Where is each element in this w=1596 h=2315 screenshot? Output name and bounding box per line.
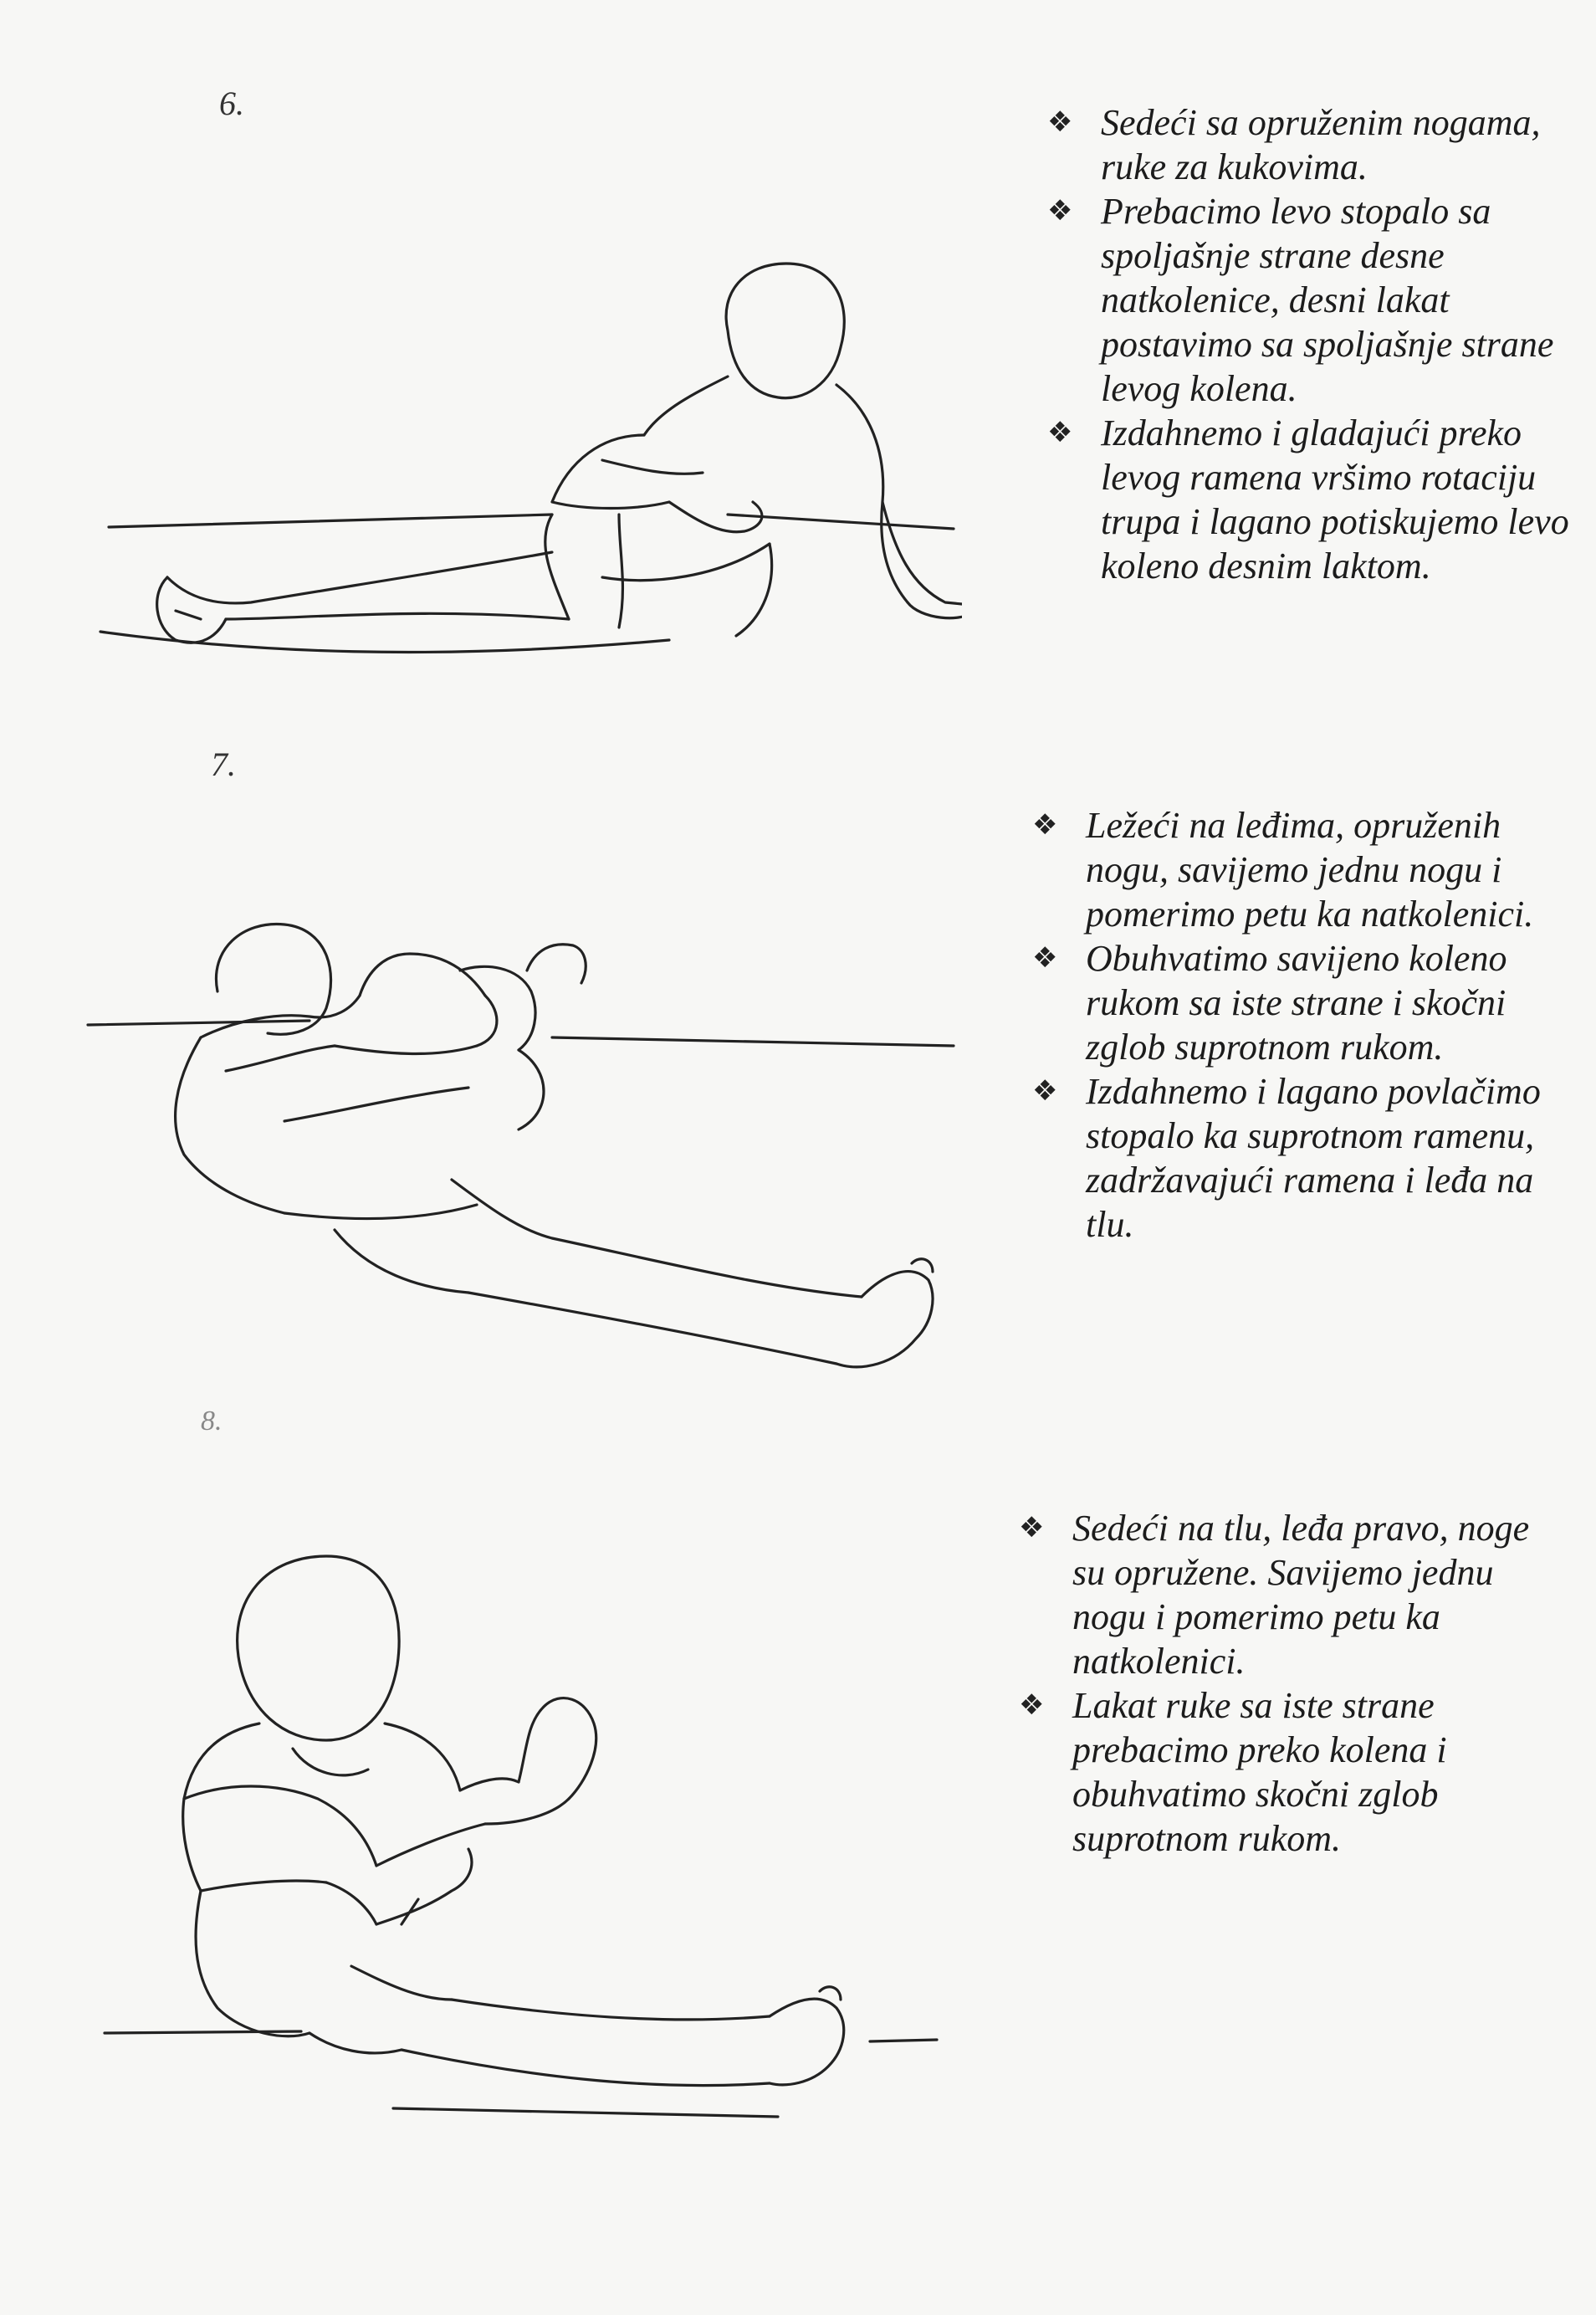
four-diamond-bullet-icon: ❖ [1019,1688,1045,1722]
seated-spinal-twist-illustration [84,184,962,669]
instruction-step [1044,100,1569,189]
instruction-step [1015,1683,1529,1861]
exercise-number: 6. [219,85,244,122]
instruction-line: Obuhvatimo savijeno koleno [1086,938,1507,979]
instruction-step [1044,189,1569,411]
instruction-line: levog kolena. [1101,368,1297,409]
instruction-line: stopalo ka suprotnom ramenu, [1086,1115,1535,1156]
instruction-line: spoljašnje strane desne [1101,235,1445,276]
instruction-line: Izdahnemo i lagano povlačimo [1086,1071,1541,1112]
instruction-line: nogu, savijemo jednu nogu i [1086,849,1502,890]
supine-knee-to-shoulder-stretch-illustration [84,870,970,1406]
instruction-line: rukom sa iste strane i skočni [1086,982,1506,1023]
instruction-line: levog ramena vršimo rotaciju [1101,457,1537,498]
four-diamond-bullet-icon: ❖ [1047,105,1073,139]
instruction-line: prebacimo preko kolena i [1072,1729,1447,1770]
instruction-line: postavimo sa spoljašnje strane [1101,324,1554,365]
instruction-step [1029,1069,1541,1247]
four-diamond-bullet-icon: ❖ [1032,1074,1058,1108]
instruction-line: Lakat ruke sa iste strane [1072,1685,1435,1726]
instruction-line: obuhvatimo skočni zglob [1072,1774,1439,1815]
instruction-line: su opružene. Savijemo jednu [1072,1552,1494,1593]
four-diamond-bullet-icon: ❖ [1032,941,1058,975]
exercise-number: 8. [201,1406,223,1437]
exercise-number: 7. [211,745,236,783]
instruction-line: nogu i pomerimo petu ka [1072,1596,1440,1637]
instruction-line: pomerimo petu ka natkolenici. [1086,894,1534,935]
four-diamond-bullet-icon: ❖ [1047,194,1073,228]
four-diamond-bullet-icon: ❖ [1019,1511,1045,1544]
instruction-line: suprotnom rukom. [1072,1818,1342,1859]
exercise-instructions [1029,803,1541,1247]
instruction-line: zglob suprotnom rukom. [1086,1027,1444,1068]
seated-ankle-hold-stretch-illustration [100,1531,954,2133]
instruction-line: ruke za kukovima. [1101,146,1368,187]
instruction-line: koleno desnim laktom. [1101,545,1431,586]
instruction-line: Sedeći sa opruženim nogama, [1101,102,1541,143]
four-diamond-bullet-icon: ❖ [1032,808,1058,842]
instruction-line: zadržavajući ramena i leđa na [1086,1160,1534,1201]
instruction-line: tlu. [1086,1204,1134,1245]
instruction-line: Izdahnemo i gladajući preko [1101,412,1522,453]
instruction-line: natkolenici. [1072,1641,1246,1682]
four-diamond-bullet-icon: ❖ [1047,416,1073,449]
exercise-instructions [1015,1506,1529,1861]
instruction-step [1044,411,1569,588]
exercise-instructions [1044,100,1569,588]
instruction-line: Prebacimo levo stopalo sa [1101,191,1491,232]
instruction-line: Ležeći na leđima, opruženih [1086,805,1501,846]
instruction-step [1029,936,1541,1069]
instruction-step [1015,1506,1529,1683]
instruction-line: trupa i lagano potiskujemo levo [1101,501,1569,542]
instruction-line: Sedeći na tlu, leđa pravo, noge [1072,1508,1530,1549]
instruction-line: natkolenice, desni lakat [1101,279,1450,320]
instruction-step [1029,803,1541,936]
